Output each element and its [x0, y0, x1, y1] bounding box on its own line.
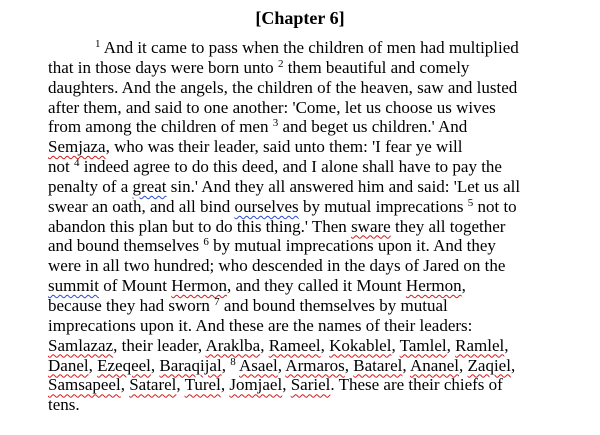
text-run: ,: [344, 355, 354, 375]
text-line: [48, 236, 588, 256]
text-line: [48, 137, 588, 157]
footnote-marker: 5: [467, 196, 474, 209]
text-line: [48, 356, 588, 376]
text-line: [48, 98, 588, 118]
text-run: , and they called it Mount: [226, 276, 406, 296]
text-line: [48, 58, 588, 78]
text-run: ,: [446, 335, 456, 355]
spelling-flagged-word: Zaqiel: [467, 355, 511, 375]
text-run: ,: [150, 355, 160, 375]
text-run: and beget us children.' And: [278, 117, 468, 137]
text-run: by mutual imprecations upon it. And they: [208, 236, 496, 256]
text-run: ,: [402, 355, 410, 375]
grammar-flagged-word: great: [132, 176, 167, 196]
text-line: [48, 256, 588, 276]
text-run: ,: [391, 335, 400, 355]
footnote-marker: 2: [277, 57, 284, 70]
text-run: ,: [282, 375, 291, 395]
text-run: by mutual imprecations: [298, 196, 468, 216]
text-line: [48, 336, 588, 356]
text-run: not: [48, 157, 74, 177]
text-run: of Mount: [99, 276, 172, 296]
text-run: because they had sworn: [48, 295, 215, 315]
spelling-flagged-word: Kokablel: [329, 335, 392, 355]
spelling-flagged-word: Hermon: [405, 276, 462, 296]
text-run: ,: [277, 355, 286, 375]
footnote-marker: 8: [230, 355, 236, 368]
text-line: [48, 38, 588, 58]
text-line: [48, 78, 588, 98]
text-run: ,: [120, 375, 130, 395]
spelling-flagged-word: Satarel: [129, 375, 177, 395]
spelling-flagged-word: Jomjael: [229, 375, 283, 395]
text-line: [48, 177, 588, 197]
spelling-flagged-word: Ananel: [409, 355, 460, 375]
text-run: . These are their chiefs of: [330, 375, 503, 395]
text-run: that in those days were born unto: [48, 57, 278, 77]
text-line: [48, 217, 588, 237]
spelling-flagged-word: Armaros: [285, 355, 345, 375]
footnote-marker: 1: [95, 38, 101, 50]
spelling-flagged-word: Ezeqeel: [97, 355, 151, 375]
text-run: , who was their leader, said unto them: 'I fear ye will: [105, 137, 463, 157]
text-run: ,: [221, 355, 231, 375]
text-line: [48, 276, 588, 296]
text-run: indeed agree to do this deed, and I alone shall have to pay the: [79, 157, 502, 177]
spelling-flagged-word: Tamlel: [399, 335, 447, 355]
spelling-flagged-word: Hermon: [171, 276, 227, 296]
spelling-flagged-word: Sariel: [290, 375, 331, 395]
text-run: they all together: [390, 216, 506, 236]
chapter-paragraph: [48, 38, 588, 415]
chapter-heading: [Chapter 6]: [255, 8, 345, 28]
spelling-flagged-word: Baraqijal: [159, 355, 222, 375]
spelling-flagged-word: Samsapeel: [48, 375, 121, 395]
text-run: ,: [459, 355, 468, 375]
text-run: ,: [504, 335, 509, 355]
text-line: [48, 395, 588, 415]
text-run: them beautiful and comely: [283, 57, 470, 77]
text-line: [48, 197, 588, 217]
text-run: not to: [473, 196, 517, 216]
text-run: daughters. And the angels, the children of the heaven, saw and lusted: [48, 77, 518, 97]
text-line: [48, 296, 588, 316]
text-run: swear an oath, and all bind: [48, 196, 235, 216]
text-run: were in all two hundred; who descended in the days of Jared on the: [48, 256, 506, 276]
text-line: [48, 375, 588, 395]
spelling-flagged-word: sware: [351, 216, 391, 236]
text-run: penalty of a: [48, 176, 133, 196]
footnote-marker: 4: [73, 157, 80, 170]
text-run: tens.: [48, 395, 80, 415]
text-run: ,: [461, 276, 466, 296]
footnote-marker: 7: [214, 295, 220, 308]
spelling-flagged-word: Turel: [184, 375, 221, 395]
footnote-marker: 3: [272, 117, 279, 130]
text-line: [48, 316, 588, 336]
text-run: ,: [510, 355, 516, 375]
text-run: ,: [320, 335, 330, 355]
text-run: And it came to pass when the children of men had multiplied: [100, 38, 519, 57]
spelling-flagged-word: Danel: [48, 355, 89, 375]
spelling-flagged-word: Batarel: [353, 355, 403, 375]
text-run: from among the children of men: [48, 117, 273, 137]
text-run: abandon this plan but to do this thing.' Then: [48, 216, 352, 236]
text-run: , their leader,: [113, 335, 206, 355]
text-run: and bound themselves: [48, 236, 204, 256]
text-run: and bound themselves by mutual: [219, 295, 448, 315]
spelling-flagged-word: Samlazaz: [48, 335, 114, 355]
grammar-flagged-word: summit: [48, 276, 100, 296]
text-run: sin.' And they all answered him and said: 'Let us all: [166, 176, 521, 196]
text-run: after them, and said to one another: 'Come, let us choose us wives: [48, 97, 496, 117]
footnote-marker: 6: [203, 236, 209, 249]
spelling-flagged-word: Asael: [239, 355, 278, 375]
text-run: ,: [260, 335, 269, 355]
text-run: ,: [88, 355, 98, 375]
text-line: [48, 117, 588, 137]
text-run: ,: [176, 375, 185, 395]
spelling-flagged-word: Rameel: [268, 335, 321, 355]
spelling-flagged-word: Semjaza: [48, 137, 106, 157]
text-run: ,: [220, 375, 230, 395]
spelling-flagged-word: Araklba: [205, 335, 261, 355]
text-line: [48, 157, 588, 177]
text-run: imprecations upon it. And these are the names of their leaders:: [48, 315, 473, 335]
spelling-flagged-word: Ramlel: [455, 335, 505, 355]
grammar-flagged-word: ourselves: [234, 196, 299, 216]
